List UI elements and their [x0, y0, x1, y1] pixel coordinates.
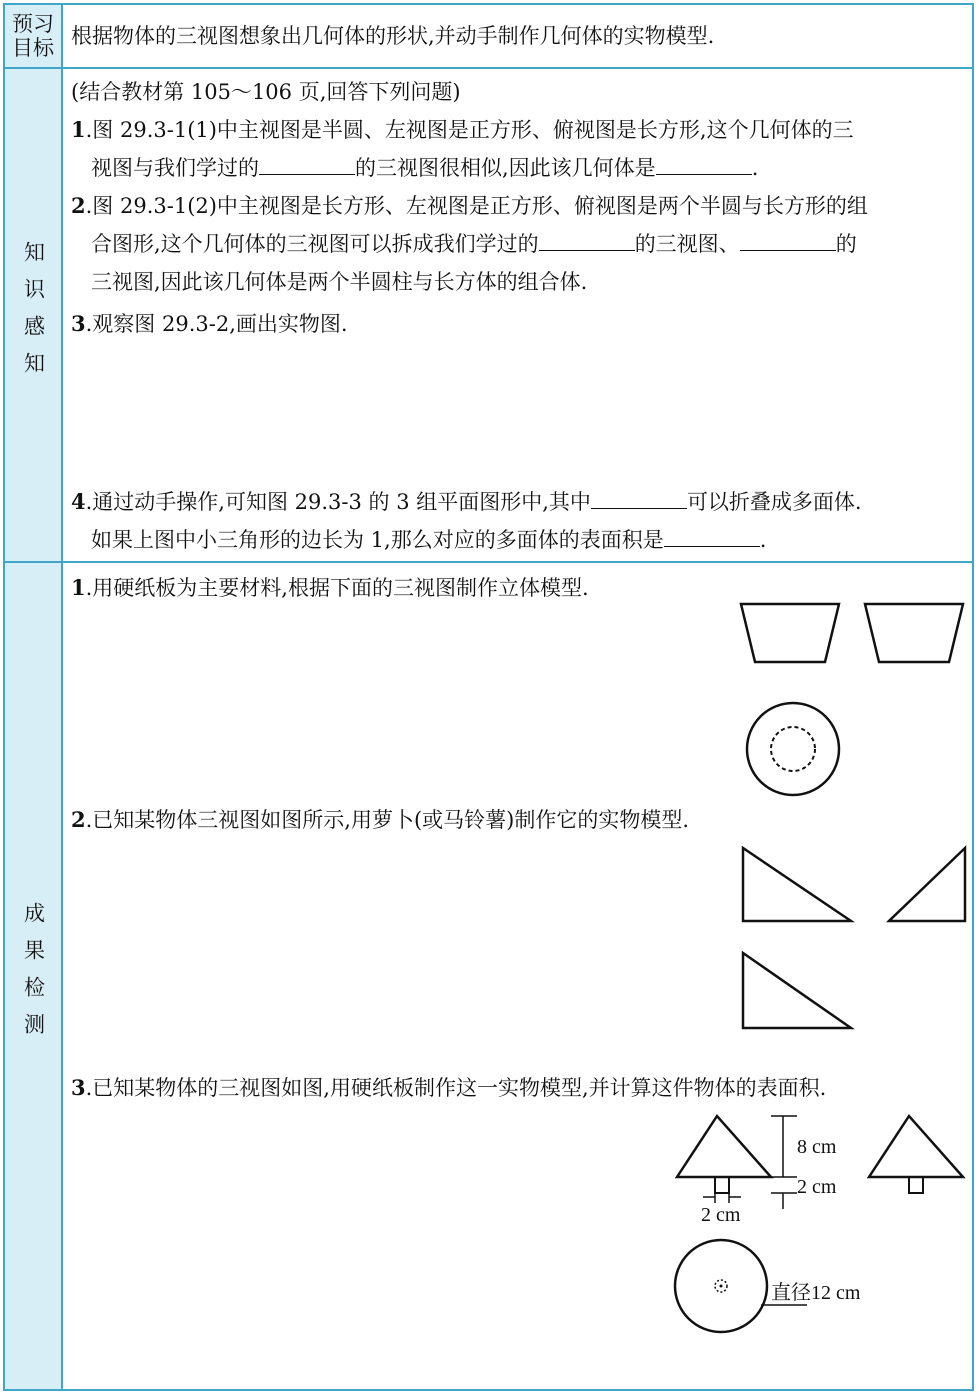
dim-stem-width: 2 cm: [701, 1204, 741, 1226]
q1-number: 1: [71, 117, 86, 142]
figure-triangle-views: [733, 843, 973, 1033]
q1-line2: 视图与我们学过的 的三视图很相似,因此该几何体是 .: [91, 156, 759, 180]
triangle-top-view: [743, 953, 851, 1028]
goal-row: [5, 5, 972, 69]
goal-label: [5, 5, 63, 67]
p3-line: [71, 1069, 826, 1107]
p1-number: 1: [71, 575, 86, 600]
cone-front-stem: [715, 1177, 729, 1193]
goal-text: 根据物体的三视图想象出几何体的形状,并动手制作几何体的实物模型.: [71, 24, 715, 48]
cone-side-view: [869, 1116, 963, 1177]
p2-text: .已知某物体三视图如图所示,用萝卜(或马铃薯)制作它的实物模型.: [85, 808, 690, 832]
p2-line: [71, 801, 689, 839]
frustum-side-view: [865, 604, 963, 662]
dim-diameter: 直径12 cm: [771, 1282, 861, 1304]
p3-number: 3: [71, 1075, 86, 1100]
q1-blank-2[interactable]: [656, 173, 752, 175]
q2-blank-2[interactable]: [740, 249, 836, 251]
q1-line1: [71, 111, 854, 149]
worksheet-table: [3, 3, 974, 1391]
goal-label-line2: 目标: [12, 36, 54, 60]
frustum-top-inner-circle: [771, 727, 815, 771]
q4-number: 4: [71, 489, 86, 514]
perception-row: [5, 69, 972, 563]
p2-number: 2: [71, 807, 86, 832]
goal-label-line1: 预习: [12, 12, 54, 36]
q2-line1: [71, 187, 868, 225]
figure-cone-views: [667, 1111, 977, 1341]
check-row: [5, 563, 972, 1389]
triangle-side-view: [889, 848, 965, 921]
q4-line1: 4.通过动手操作,可知图 29.3-3 的 3 组平面图形中,其中 可以折叠成多面体.: [71, 489, 862, 514]
p3-text: .已知某物体的三视图如图,用硬纸板制作这一实物模型,并计算这件物体的表面积.: [85, 1076, 827, 1100]
q2-text-line1: .图 29.3-1(2)中主视图是长方形、左视图是正方形、俯视图是两个半圆与长方形的组: [85, 194, 868, 218]
perception-content: [63, 69, 972, 561]
figure-frustum-views: [733, 599, 973, 809]
dim-height: 8 cm: [797, 1136, 837, 1158]
q4-line2: 如果上图中小三角形的边长为 1,那么对应的多面体的表面积是 .: [91, 528, 767, 552]
q2-line3: 三视图,因此该几何体是两个半圆柱与长方体的组合体.: [91, 270, 588, 294]
goal-content: [63, 5, 972, 67]
check-content: [63, 563, 972, 1389]
check-label: 成果检测: [5, 563, 63, 1389]
q2-line2: 合图形,这个几何体的三视图可以拆成我们学过的 的三视图、 的: [91, 232, 857, 256]
q4-blank-1[interactable]: [591, 507, 687, 509]
q2-number: 2: [71, 193, 86, 218]
triangle-front-view: [743, 848, 851, 921]
perception-intro: (结合教材第 105～106 页,回答下列问题): [71, 80, 461, 104]
perception-label: 知识感知: [5, 69, 63, 561]
p1-line: [71, 569, 589, 607]
frustum-front-view: [741, 604, 839, 662]
dim-stem-height: 2 cm: [797, 1176, 837, 1198]
frustum-top-outer-circle: [747, 703, 839, 795]
q3-text: .观察图 29.3-2,画出实物图.: [85, 312, 348, 336]
q1-blank-1[interactable]: [259, 173, 355, 175]
q4-blank-2[interactable]: [664, 545, 760, 547]
p1-text: .用硬纸板为主要材料,根据下面的三视图制作立体模型.: [85, 576, 589, 600]
cone-side-stem: [909, 1177, 923, 1193]
q1-text-line1: .图 29.3-1(1)中主视图是半圆、左视图是正方形、俯视图是长方形,这个几何体的三: [85, 118, 854, 142]
q2-blank-1[interactable]: [539, 249, 635, 251]
q3-number: 3: [71, 311, 86, 336]
cone-front-view: [677, 1116, 771, 1177]
q3-line: [71, 305, 348, 343]
